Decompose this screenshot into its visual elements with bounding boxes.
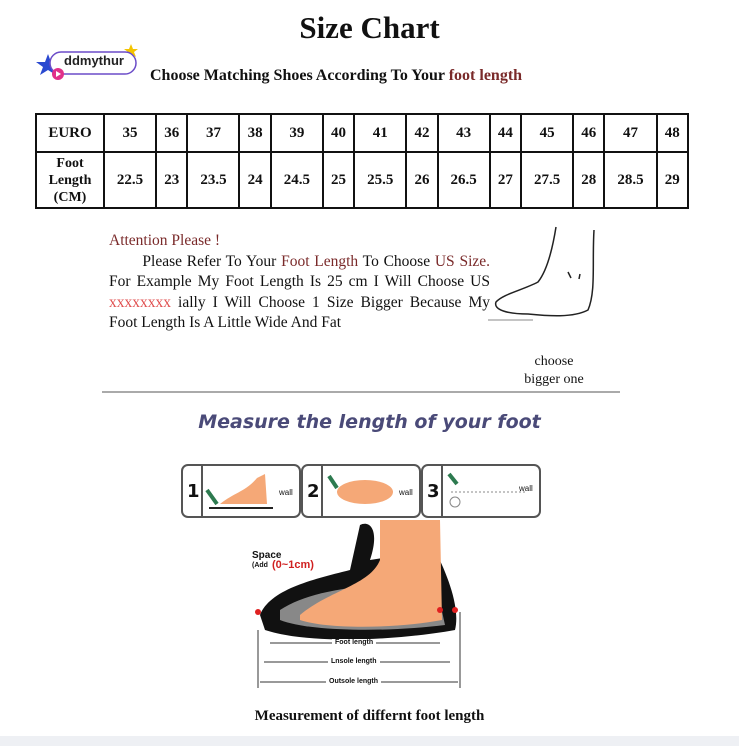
foot-top-icon [325, 470, 395, 512]
foot-length-cell: 24 [239, 152, 270, 208]
subtitle-text: Choose Matching Shoes According To Your [150, 67, 445, 84]
euro-size-cell: 45 [521, 114, 573, 152]
space-range: (0~1cm) [272, 559, 314, 571]
wall-label: wall [399, 488, 413, 497]
step-number: 3 [427, 481, 440, 502]
euro-size-cell: 48 [657, 114, 688, 152]
foot-length-cell: 26.5 [438, 152, 490, 208]
foot-side-icon [205, 470, 275, 512]
euro-size-cell: 43 [438, 114, 490, 152]
foot-length-cell: 28.5 [604, 152, 656, 208]
euro-row [36, 114, 688, 152]
euro-size-cell: 35 [104, 114, 156, 152]
brand-name: ddmythur [64, 53, 124, 68]
foot-length-cell: 25 [323, 152, 354, 208]
foot-length-cell: 27.5 [521, 152, 573, 208]
size-table [35, 113, 689, 209]
foot-length-label: Foot Length (CM) [36, 152, 104, 208]
euro-label: EURO [36, 114, 104, 152]
euro-size-cell: 42 [406, 114, 437, 152]
outsole-length-label: Outsole length [326, 678, 381, 685]
euro-size-cell: 40 [323, 114, 354, 152]
euro-size-cell: 41 [354, 114, 406, 152]
attention-heading: Attention Please ! [109, 232, 221, 249]
attention-note: Attention Please ! Please Refer To Your Foot Length To Choose US Size. For Example My Foot Length Is 25 cm I Will Choose US xxxxxxxx ially I Will Choose 1 Size Bigger Because My Foot Length Is A Little Wide And Fat [109, 232, 491, 331]
step-number: 2 [307, 481, 320, 502]
divider [102, 391, 620, 393]
diagram-caption: Measurement of differnt foot length [254, 708, 485, 724]
measure-heading: Measure the length of your foot [198, 411, 541, 433]
foot-length-cell: 23 [156, 152, 187, 208]
foot-length-cell: 28 [573, 152, 604, 208]
foot-length-cell: 24.5 [271, 152, 323, 208]
step-2-panel [301, 464, 421, 518]
foot-length-cell: 26 [406, 152, 437, 208]
add-label: (Add [252, 562, 268, 569]
foot-length-cell: 25.5 [354, 152, 406, 208]
euro-size-cell: 47 [604, 114, 656, 152]
foot-sketch-icon [488, 222, 603, 332]
step-1-panel [181, 464, 301, 518]
subtitle [150, 67, 522, 85]
foot-length-cell: 29 [657, 152, 688, 208]
space-label: Space [252, 550, 282, 561]
step-3-panel [421, 464, 541, 518]
foot-length-label: Foot length [332, 639, 376, 646]
euro-size-cell: 37 [187, 114, 239, 152]
euro-size-cell: 38 [239, 114, 270, 152]
wall-label: wall [519, 484, 533, 493]
foot-length-cell: 22.5 [104, 152, 156, 208]
subtitle-highlight: foot length [448, 67, 523, 84]
choose-bigger-note: choose bigger one [524, 354, 584, 387]
wall-label: wall [279, 488, 293, 497]
euro-size-cell: 44 [490, 114, 521, 152]
bottom-bar [0, 736, 739, 746]
step-number: 1 [187, 481, 200, 502]
page-title: Size Chart [299, 10, 440, 45]
foot-length-cell: 27 [490, 152, 521, 208]
shoe-foot-diagram [250, 520, 470, 695]
foot-length-cell: 23.5 [187, 152, 239, 208]
insole-length-label: Lnsole length [328, 658, 380, 665]
euro-size-cell: 39 [271, 114, 323, 152]
euro-size-cell: 46 [573, 114, 604, 152]
euro-size-cell: 36 [156, 114, 187, 152]
foot-length-row [36, 152, 688, 208]
